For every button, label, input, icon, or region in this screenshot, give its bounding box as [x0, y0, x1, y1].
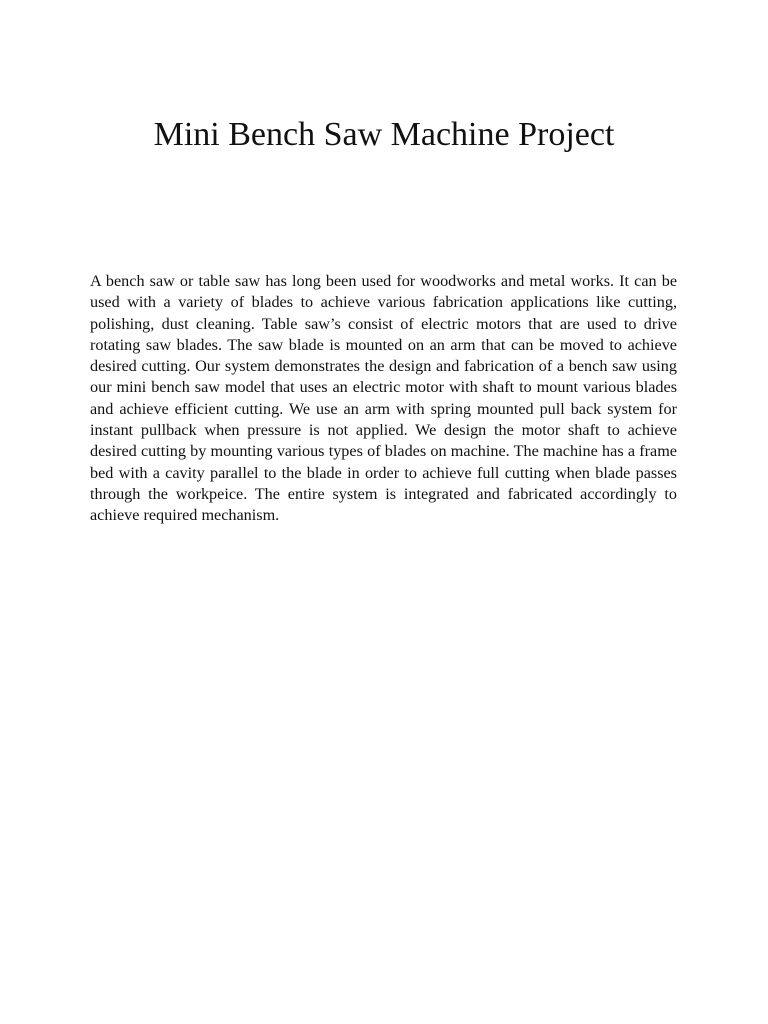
page-title: Mini Bench Saw Machine Project	[153, 116, 615, 153]
abstract-paragraph: A bench saw or table saw has long been used for woodworks and metal works. It can be used with a variety of blades to achieve various fabrication applications like cutting, polishing, dust cleaning. Table saw’s consist of electric motors that are used to drive rotating saw blades. The saw blade is mounted on an arm that can be moved to achieve desired cutting. Our system demonstrates the design and fabrication of a bench saw using our mini bench saw model that uses an electric motor with shaft to mount various blades and achieve efficient cutting. We use an arm with spring mounted pull back system for instant pullback when pressure is not applied. We design the motor shaft to achieve desired cutting by mounting various types of blades on machine. The machine has a frame bed with a cavity parallel to the blade in order to achieve full cutting when blade passes through the workpeice. The entire system is integrated and fabricated accordingly to achieve required mechanism.	[90, 272, 677, 525]
